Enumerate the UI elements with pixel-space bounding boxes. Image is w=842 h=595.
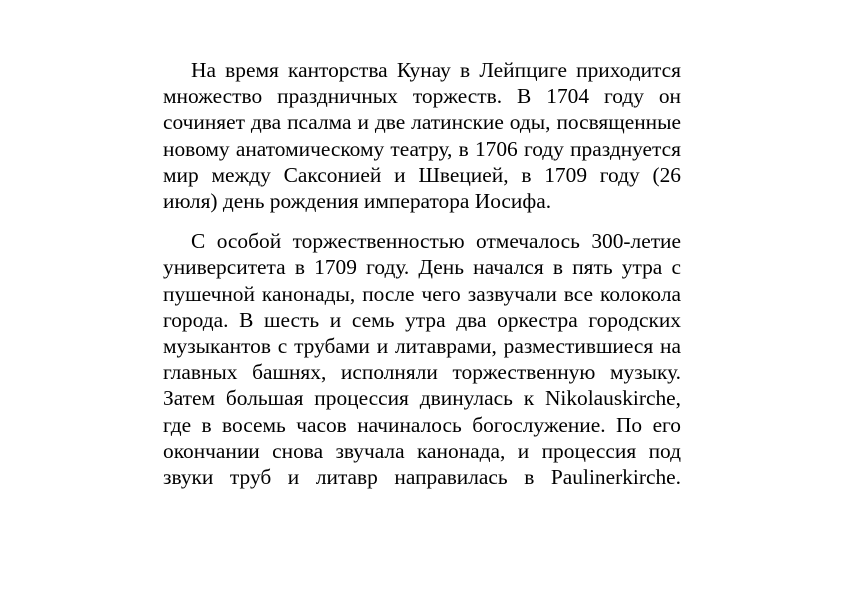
- paragraph-1: На время канторства Кунау в Лейпциге приходится множество праздничных торжеств. В 1704 году он сочиняет два псалма и две латинские оды, посвященные новому анатомическому театру, в 1706 году празднуется мир между Саксонией и Швецией, в 1709 году (26 июля) день рождения императора Иосифа.: [163, 58, 681, 214]
- body-text: [163, 57, 681, 490]
- paragraph-2: С особой торжественностью отмечалось 300-летие университета в 1709 году. День начался в пять утра с пушечной канонады, после чего зазвучали все колокола города. В шесть и семь утра два оркестра городских музыкантов с трубами и литаврами, разместившиеся на главных башнях, исполняли торжественную музыку. Затем большая процессия двинулась к Nikolauskirche, где в восемь часов начиналось богослужение. По его окончании снова звучала канонада, и процессия под звуки труб и литавр направилась в Paulinerkirche.: [163, 229, 681, 490]
